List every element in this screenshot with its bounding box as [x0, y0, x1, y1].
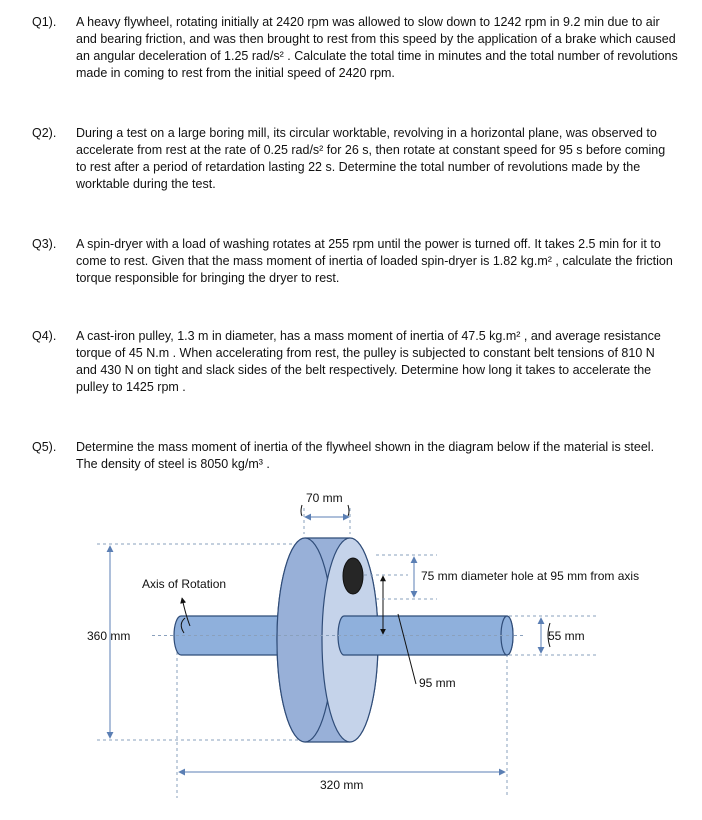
- flywheel-hole: [343, 558, 363, 594]
- question-text: A cast-iron pulley, 1.3 m in diameter, has a mass moment of inertia of 47.5 kg.m² , and average resistance torque of 45 N.m . When accelerating from rest, the pulley is subjected to constant belt tensions of 810 N and 430 N on tight and slack sides of the belt respectively. Determine how long it takes to accelerate the pulley to 1425 rpm .: [76, 329, 661, 394]
- question-text: During a test on a large boring mill, its circular worktable, revolving in a horizontal plane, was observed to accelerate from rest at the rate of 0.25 rad/s² for 26 s, then rotate at constant speed for 95 s before coming to rest after a period of retardation lasting 22 s. Determine the total number of revolutions made by the worktable during the test.: [76, 126, 666, 191]
- question-number: Q2).: [32, 126, 57, 140]
- question-number: Q1).: [32, 15, 57, 29]
- question-2: [32, 125, 678, 193]
- question-text: A spin-dryer with a load of washing rotates at 255 rpm until the power is turned off. It takes 2.5 min for it to come to rest. Given that the mass moment of inertia of loaded spin-dryer is 1.82 kg.m² , calculate the friction torque responsible for bringing the dryer to rest.: [76, 237, 673, 285]
- question-text: Determine the mass moment of inertia of the flywheel shown in the diagram below if the material is steel. The density of steel is 8050 kg/m³ .: [76, 440, 655, 471]
- dim-width-bracket-left: [301, 505, 302, 516]
- flywheel-diagram: [0, 486, 702, 820]
- question-text: A heavy flywheel, rotating initially at 2420 rpm was allowed to slow down to 1242 rpm in 9.2 min due to air and bearing friction, and was then brought to rest from this speed by the application of a brake which caused an angular deceleration of 1.25 rad/s² . Calculate the total time in minutes and the total number of revolutions made in coming to rest from the initial speed of 2420 rpm.: [76, 15, 678, 80]
- dim-width-bracket-right: [348, 505, 349, 516]
- question-1: [32, 14, 678, 82]
- question-5: [32, 439, 678, 473]
- question-3: [32, 236, 678, 287]
- dim-shaft-label: 55 mm: [548, 629, 585, 643]
- hole-label: 75 mm diameter hole at 95 mm from axis: [421, 569, 640, 583]
- question-number: Q5).: [32, 440, 57, 454]
- dim-diameter-label: 360 mm: [87, 629, 131, 643]
- question-4: [32, 328, 678, 396]
- question-number: Q3).: [32, 237, 57, 251]
- dim-width-label: 70 mm: [306, 491, 343, 505]
- question-number: Q4).: [32, 329, 57, 343]
- dim-length-label: 320 mm: [320, 778, 364, 792]
- dim-offset-label: 95 mm: [419, 676, 456, 690]
- axis-label: Axis of Rotation: [142, 577, 227, 591]
